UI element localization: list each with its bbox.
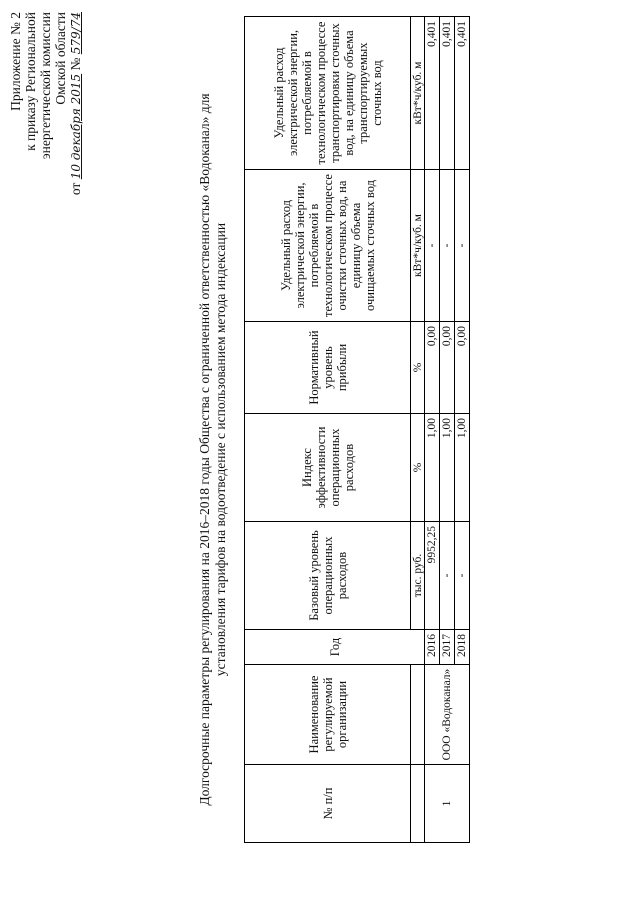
unit-org xyxy=(411,665,425,765)
header-profit: Нормативный уровень прибыли xyxy=(245,322,411,414)
cell-energy-transport: 0,401 xyxy=(425,17,440,170)
cell-year: 2017 xyxy=(440,630,455,665)
cell-profit: 0,00 xyxy=(425,322,440,414)
header-base: Базовый уровень операционных расходов xyxy=(245,522,411,630)
document-title-line-2: установления тарифов на водоотведение с использованием метода индексации xyxy=(213,222,228,677)
appendix-commission: энергетической комиссии xyxy=(38,12,53,160)
cell-profit: 0,00 xyxy=(440,322,455,414)
regulation-parameters-table xyxy=(244,16,470,843)
handwritten-date: 10 декабря 2015 xyxy=(69,73,83,180)
appendix-date-line xyxy=(68,12,84,242)
cell-org-name: ООО «Водоканал» xyxy=(425,665,470,765)
appendix-number-sign: № xyxy=(68,57,83,71)
header-energy-transport: Удельный расход электрической энергии, потребляемой в технологическом процессе транспортировки сточных вод, на единицу объема транспортируемых сточных вод xyxy=(245,17,411,170)
cell-base: - xyxy=(440,522,455,630)
cell-row-number: 1 xyxy=(425,765,470,843)
appendix-region: Омской области xyxy=(53,12,68,105)
handwritten-order-number: 579/74 xyxy=(69,12,83,55)
unit-index: % xyxy=(411,414,425,522)
cell-index: 1,00 xyxy=(440,414,455,522)
header-org: Наименование регулируемой организации xyxy=(245,665,411,765)
cell-energy-treat: - xyxy=(425,170,440,322)
cell-year: 2018 xyxy=(455,630,470,665)
unit-energy-transport: кВт*ч/куб. м xyxy=(411,17,425,170)
unit-num xyxy=(411,765,425,843)
cell-energy-transport: 0,401 xyxy=(455,17,470,170)
cell-base: - xyxy=(455,522,470,630)
appendix-order-ref: к приказу Региональной xyxy=(23,12,38,151)
appendix-title: Приложение № 2 xyxy=(8,12,23,111)
cell-profit: 0,00 xyxy=(455,322,470,414)
unit-profit: % xyxy=(411,322,425,414)
header-index: Индекс эффективности операционных расходов xyxy=(245,414,411,522)
cell-energy-treat: - xyxy=(440,170,455,322)
cell-base: 9952,25 xyxy=(425,522,440,630)
header-energy-treat: Удельный расход электрической энергии, потребляемой в технологическом процессе очистки сточных вод, на единицу объема очищаемых сточных вод xyxy=(245,170,411,322)
cell-energy-transport: 0,401 xyxy=(440,17,455,170)
unit-energy-treat: кВт*ч/куб. м xyxy=(411,170,425,322)
appendix-date-prefix: от xyxy=(68,182,83,196)
header-year: Год xyxy=(245,630,425,665)
cell-index: 1,00 xyxy=(425,414,440,522)
cell-energy-treat: - xyxy=(455,170,470,322)
document-title-line-1: Долгосрочные параметры регулирования на 2016–2018 годы Общества с ограниченной ответственностью «Водоканал» для xyxy=(197,93,212,806)
unit-base: тыс. руб. xyxy=(411,522,425,630)
document-title xyxy=(197,12,229,887)
header-num: № п/п xyxy=(245,765,411,843)
cell-index: 1,00 xyxy=(455,414,470,522)
appendix-header xyxy=(8,12,84,242)
table-units-row xyxy=(411,17,425,843)
cell-year: 2016 xyxy=(425,630,440,665)
table-row xyxy=(425,17,440,843)
